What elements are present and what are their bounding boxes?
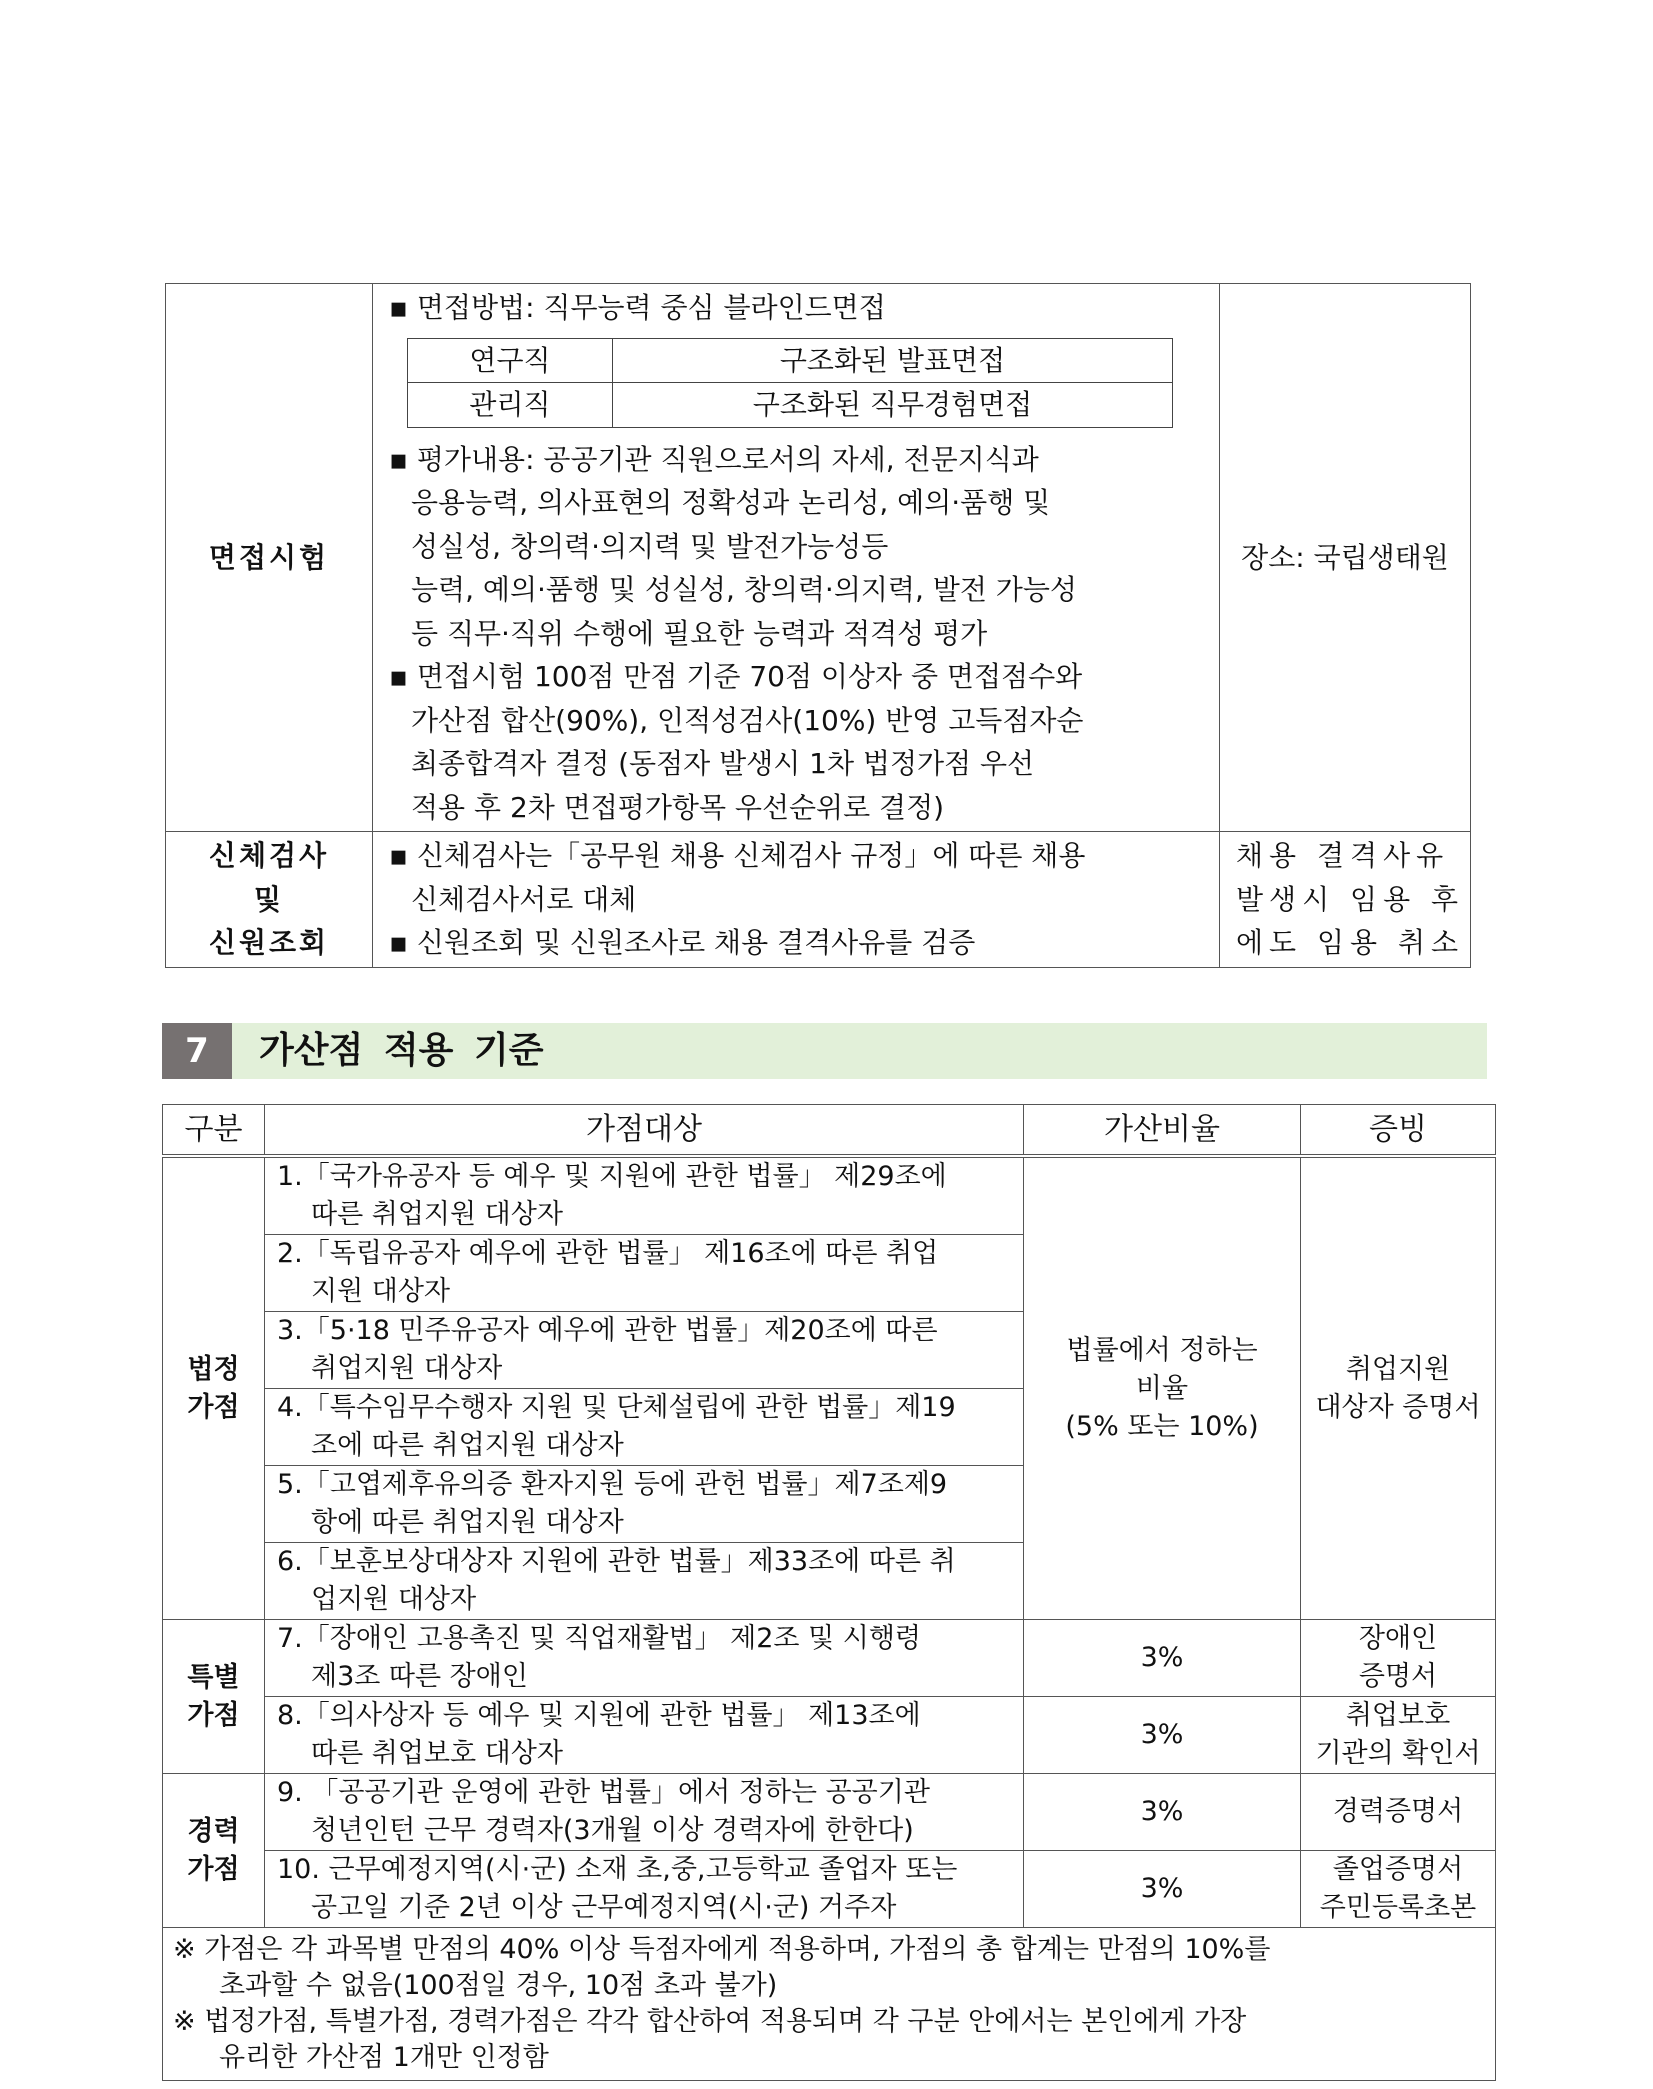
- category-line: 신체검사: [208, 839, 330, 872]
- category-line: 및: [253, 882, 285, 916]
- legal-item-3: [265, 1312, 1024, 1389]
- item-line: 9. 「공공기관 운영에 관한 법률」에서 정하는 공공기관: [277, 1777, 930, 1808]
- physical-line: 신체검사서로 대체: [411, 882, 637, 916]
- item-line: 청년인턴 근무 경력자(3개월 이상 경력자에 한한다): [311, 1815, 914, 1846]
- legal-item-2: [265, 1235, 1024, 1312]
- special-rate: 3%: [1024, 1620, 1301, 1697]
- score-line: 가산점 합산(90%), 인적성검사(10%) 반영 고득점자순: [411, 703, 1084, 737]
- item-line: 제3조 따른 장애인: [311, 1661, 528, 1692]
- group-line: 가점: [187, 1699, 240, 1731]
- item-line: 7.「장애인 고용촉진 및 직업재활법」 제2조 및 시행령: [277, 1623, 921, 1654]
- interview-details: [373, 284, 1220, 832]
- special-rate: 3%: [1024, 1697, 1301, 1774]
- table-row: [163, 1620, 1496, 1697]
- item-line: 항에 따른 취업지원 대상자: [311, 1507, 624, 1538]
- footnotes: [163, 1928, 1496, 2081]
- group-line: 경력: [187, 1815, 240, 1847]
- group-line: 가점: [187, 1853, 240, 1885]
- proof-line: 대상자 증명서: [1315, 1391, 1481, 1423]
- rate-line: 비율: [1135, 1372, 1189, 1404]
- item-line: 조에 따른 취업지원 대상자: [311, 1430, 624, 1461]
- category-line: 신원조회: [208, 926, 330, 959]
- table-row: [163, 1156, 1496, 1235]
- special-item-8: [265, 1697, 1024, 1774]
- item-line: 5.「고엽제후유의증 환자지원 등에 관헌 법률」제7조제9: [277, 1469, 948, 1500]
- table-row: [163, 1774, 1496, 1851]
- section-number: 7: [162, 1023, 232, 1079]
- item-line: 1.「국가유공자 등 예우 및 지원에 관한 법률」 제29조에: [277, 1161, 947, 1192]
- table-row: [163, 1697, 1496, 1774]
- group-legal: [163, 1156, 265, 1620]
- legal-item-5: [265, 1466, 1024, 1543]
- proof-line: 장애인: [1358, 1623, 1438, 1654]
- eval-line: 능력, 예의·품행 및 성실성, 창의력·의지력, 발전 가능성: [411, 573, 1077, 606]
- physical-line: ▪ 신원조회 및 신원조사로 채용 결격사유를 검증: [389, 926, 976, 959]
- note-line: 에도 임용 취소: [1236, 926, 1465, 959]
- interview-row: [166, 284, 1471, 832]
- selection-process-table: [165, 283, 1471, 968]
- footnote-line: ※ 법정가점, 특별가점, 경력가점은 각각 합산하여 적용되며 각 구분 안에서는 본인에게 가장: [173, 2006, 1247, 2037]
- item-line: 지원 대상자: [311, 1276, 450, 1307]
- eval-line: 응용능력, 의사표현의 정확성과 논리성, 예의·품행 및: [411, 486, 1051, 519]
- header-rate: 가산비율: [1024, 1105, 1301, 1157]
- item-line: 취업지원 대상자: [311, 1353, 503, 1384]
- header-target: 가점대상: [265, 1105, 1024, 1157]
- group-line: 법정: [187, 1353, 240, 1385]
- table-row: [163, 1851, 1496, 1928]
- section-heading: [162, 1023, 1487, 1079]
- special-item-7: [265, 1620, 1024, 1697]
- proof-line: 졸업증명서: [1332, 1854, 1464, 1885]
- method-type: 구조화된 발표면접: [613, 338, 1173, 383]
- method-role: 연구직: [408, 338, 613, 383]
- method-row: [408, 383, 1173, 428]
- note-line: 발생시 임용 후: [1236, 882, 1465, 916]
- legal-item-6: [265, 1543, 1024, 1620]
- eval-line: 성실성, 창의력·의지력 및 발전가능성등: [411, 529, 889, 563]
- proof-line: 취업지원: [1345, 1353, 1451, 1385]
- item-line: 업지원 대상자: [311, 1584, 477, 1615]
- group-line: 특별: [187, 1661, 240, 1693]
- interview-method: ▪ 면접방법: 직무능력 중심 블라인드면접: [389, 291, 886, 324]
- footnote-line: 초과할 수 없음(100점일 경우, 10점 초과 불가): [219, 1970, 778, 2001]
- note-line: 채용 결격사유: [1236, 839, 1450, 872]
- method-role: 관리직: [408, 383, 613, 428]
- special-proof: [1301, 1697, 1496, 1774]
- method-type: 구조화된 직무경험면접: [613, 383, 1173, 428]
- footnote-line: ※ 가점은 각 과목별 만점의 40% 이상 득점자에게 적용하며, 가점의 총 합계는 만점의 10%를: [173, 1934, 1271, 1965]
- career-item-10: [265, 1851, 1024, 1928]
- header-category: 구분: [163, 1105, 265, 1157]
- career-item-9: [265, 1774, 1024, 1851]
- eval-line: ▪ 평가내용: 공공기관 직원으로서의 자세, 전문지식과: [389, 442, 1039, 476]
- career-rate: 3%: [1024, 1851, 1301, 1928]
- method-row: [408, 338, 1173, 383]
- eval-line: 등 직무·직위 수행에 필요한 능력과 적격성 평가: [411, 616, 988, 650]
- physical-line: ▪ 신체검사는「공무원 채용 신체검사 규정」에 따른 채용: [389, 839, 1086, 872]
- career-proof: [1301, 1774, 1496, 1851]
- item-line: 공고일 기준 2년 이상 근무예정지역(시·군) 거주자: [311, 1892, 897, 1923]
- header-proof: 증빙: [1301, 1105, 1496, 1157]
- score-line: 최종합격자 결정 (동점자 발생시 1차 법정가점 우선: [411, 747, 1035, 780]
- interview-location-note: 장소: 국립생태원: [1220, 284, 1471, 832]
- career-rate: 3%: [1024, 1774, 1301, 1851]
- legal-item-4: [265, 1389, 1024, 1466]
- proof-line: 기관의 확인서: [1315, 1738, 1481, 1769]
- item-line: 따른 취업지원 대상자: [311, 1199, 563, 1230]
- rate-line: (5% 또는 10%): [1065, 1410, 1259, 1442]
- bonus-points-table: [162, 1104, 1496, 2081]
- proof-line: 주민등록초본: [1319, 1892, 1477, 1923]
- special-proof: [1301, 1620, 1496, 1697]
- item-line: 2.「독립유공자 예우에 관한 법률」 제16조에 따른 취업: [277, 1238, 939, 1269]
- footnote-row: [163, 1928, 1496, 2081]
- physical-row: [166, 832, 1471, 968]
- item-line: 8.「의사상자 등 예우 및 지원에 관한 법률」 제13조에: [277, 1700, 921, 1731]
- group-career: [163, 1774, 265, 1928]
- interview-category: 면접시험: [166, 284, 373, 832]
- legal-proof: [1301, 1156, 1496, 1620]
- physical-note: [1220, 832, 1471, 968]
- group-line: 가점: [187, 1391, 240, 1423]
- item-line: 3.「5·18 민주유공자 예우에 관한 법률」제20조에 따른: [277, 1315, 938, 1346]
- score-line: ▪ 면접시험 100점 만점 기준 70점 이상자 중 면접점수와: [389, 660, 1083, 693]
- proof-line: 경력증명서: [1332, 1796, 1464, 1827]
- section-title: 가산점 적용 기준: [259, 1030, 544, 1071]
- item-line: 따른 취업보호 대상자: [311, 1738, 563, 1769]
- interview-method-table: [407, 338, 1173, 428]
- legal-item-1: [265, 1156, 1024, 1235]
- item-line: 6.「보훈보상대상자 지원에 관한 법률」제33조에 따른 취: [277, 1546, 956, 1577]
- item-line: 10. 근무예정지역(시·군) 소재 초,중,고등학교 졸업자 또는: [277, 1854, 958, 1885]
- footnote-line: 유리한 가산점 1개만 인정함: [219, 2042, 549, 2073]
- physical-details: [373, 832, 1220, 968]
- table-header: [163, 1105, 1496, 1157]
- score-line: 적용 후 2차 면접평가항목 우선순위로 결정): [411, 790, 945, 824]
- group-special: [163, 1620, 265, 1774]
- rate-line: 법률에서 정하는: [1066, 1334, 1258, 1366]
- legal-rate: [1024, 1156, 1301, 1620]
- proof-line: 취업보호: [1345, 1700, 1451, 1731]
- physical-category: [166, 832, 373, 968]
- item-line: 4.「특수임무수행자 지원 및 단체설립에 관한 법률」제19: [277, 1392, 956, 1423]
- proof-line: 증명서: [1358, 1661, 1438, 1692]
- career-proof: [1301, 1851, 1496, 1928]
